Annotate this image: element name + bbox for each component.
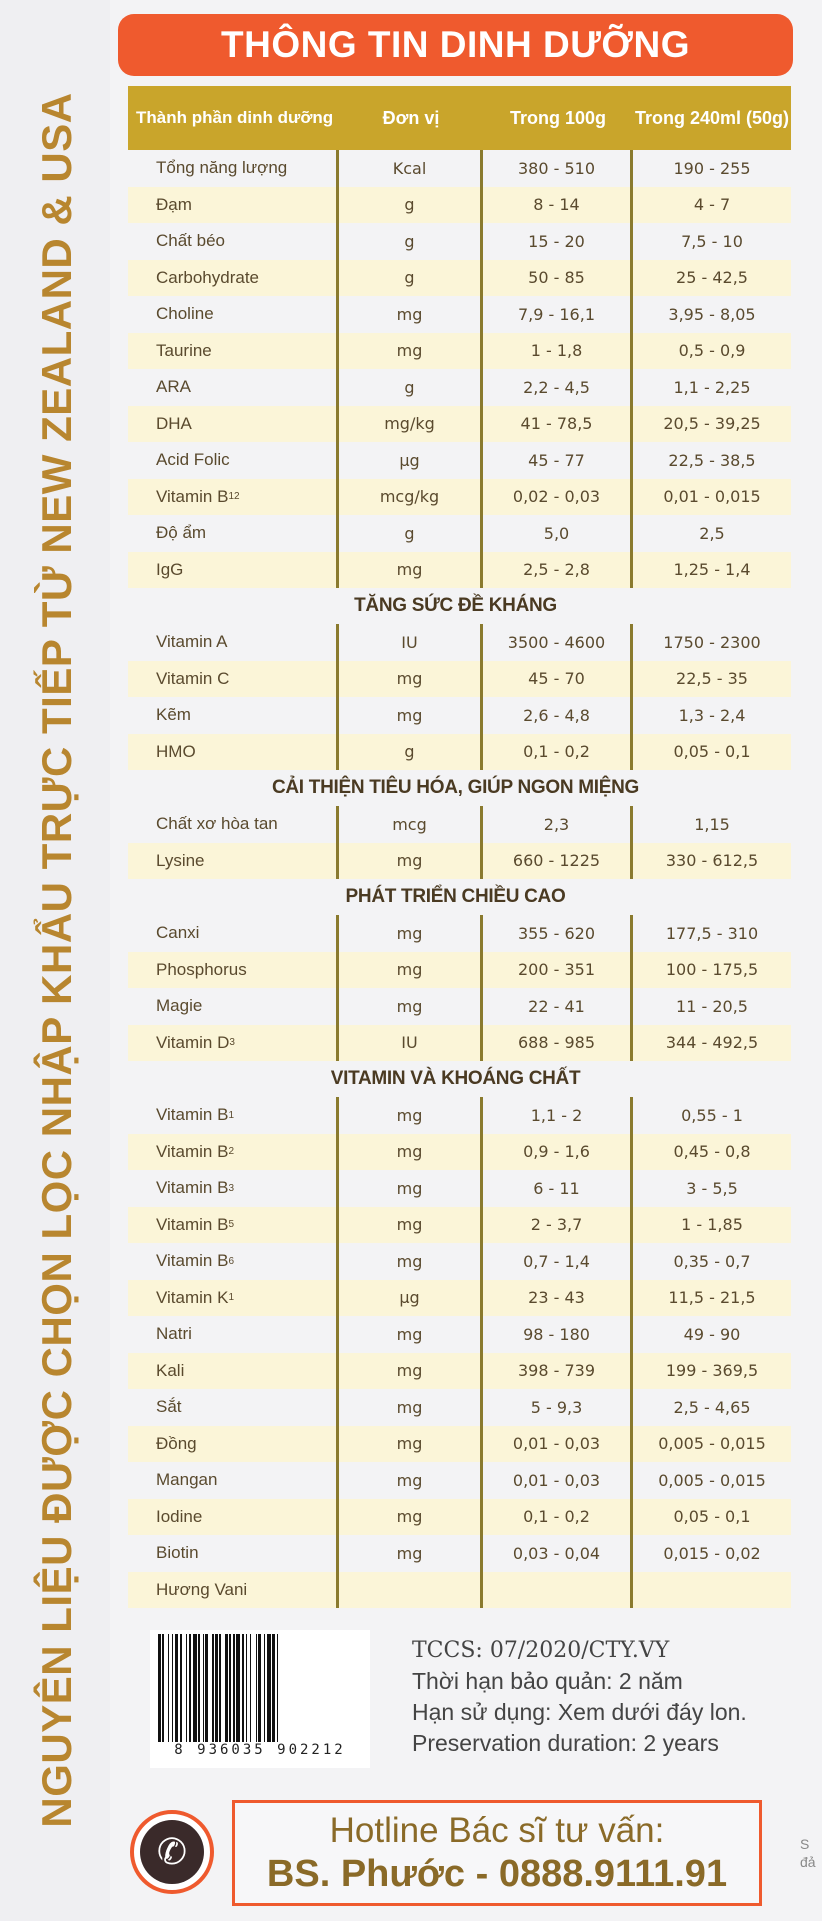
per-240ml-value: 100 - 175,5 (665, 960, 759, 980)
table-row (128, 442, 791, 479)
per-240ml-value: 1,15 (694, 814, 730, 834)
per-240ml-value: 344 - 492,5 (665, 1033, 759, 1053)
per-100g-value: 200 - 351 (483, 952, 633, 989)
unit-value: mg (339, 843, 483, 880)
nutrient-name (128, 624, 339, 661)
hotline-label: Hotline Bác sĩ tư vấn: (329, 1811, 665, 1850)
nutrient-label: DHA (156, 413, 192, 433)
nutrient-label: Chất béo (156, 231, 225, 251)
unit-value: mg (339, 1316, 483, 1353)
table-row (128, 1280, 791, 1317)
nutrient-label: Vitamin B (156, 1251, 229, 1271)
per-100g-value: 15 - 20 (483, 223, 633, 260)
corner-text (800, 1835, 816, 1871)
hotline-box (232, 1800, 762, 1906)
per-100g-value: 50 - 85 (483, 260, 633, 297)
table-row (128, 1389, 791, 1426)
unit-value: mg (339, 915, 483, 952)
nutrient-label: Lysine (156, 850, 205, 870)
per-100g-value: 8 - 14 (483, 187, 633, 224)
nutrient-name (128, 1535, 339, 1572)
nutrient-label: ARA (156, 377, 191, 397)
unit-value: Kcal (339, 150, 483, 187)
per-240ml-value: 0,5 - 0,9 (678, 341, 746, 361)
per-240ml-value: 2,5 - 4,65 (673, 1397, 751, 1417)
nutrient-name (128, 661, 339, 698)
nutrient-label: Vitamin B (156, 486, 229, 506)
section-rows (128, 1097, 791, 1608)
unit-value: g (339, 223, 483, 260)
nutrient-name (128, 1462, 339, 1499)
expiry-note: Hạn sử dụng: Xem dưới đáy lon. (412, 1699, 747, 1725)
section-title: CẢI THIỆN TIÊU HÓA, GIÚP NGON MIỆNG (271, 777, 640, 798)
nutrition-panel (118, 14, 793, 1608)
nutrient-subscript: 3 (229, 1037, 235, 1049)
per-240ml-value: 0,45 - 0,8 (673, 1142, 751, 1162)
tccs-code: TCCS: 07/2020/CTY.VY (412, 1638, 670, 1663)
table-row (128, 479, 791, 516)
unit-value: µg (339, 442, 483, 479)
unit-value: mg (339, 1207, 483, 1244)
nutrient-name (128, 515, 339, 552)
nutrient-label: Biotin (156, 1543, 199, 1563)
table-row (128, 734, 791, 771)
table-row (128, 624, 791, 661)
per-100g-value: 0,01 - 0,03 (483, 1426, 633, 1463)
hotline (130, 1800, 790, 1910)
per-240ml-value: 190 - 255 (673, 158, 751, 178)
per-240ml-value: 22,5 - 38,5 (668, 450, 756, 470)
header-unit: Đơn vị (382, 108, 440, 128)
unit-value: mg (339, 296, 483, 333)
nutrient-label: Iodine (156, 1506, 203, 1526)
per-100g-value: 41 - 78,5 (483, 406, 633, 443)
section-rows (128, 806, 791, 879)
table-row (128, 661, 791, 698)
nutrient-name (128, 260, 339, 297)
per-240ml-value: 3,95 - 8,05 (668, 304, 756, 324)
nutrient-label: HMO (156, 741, 196, 761)
table-header (128, 86, 791, 150)
nutrient-name (128, 333, 339, 370)
per-240ml-value: 25 - 42,5 (676, 268, 748, 288)
per-240ml-value: 0,015 - 0,02 (663, 1543, 761, 1563)
unit-value: mg (339, 552, 483, 589)
unit-value: µg (339, 1280, 483, 1317)
nutrient-name (128, 843, 339, 880)
unit-value: mg (339, 988, 483, 1025)
nutrient-label: Taurine (156, 340, 212, 360)
nutrient-name (128, 1170, 339, 1207)
per-240ml-value: 1 - 1,85 (681, 1215, 743, 1235)
section-title: PHÁT TRIỂN CHIỀU CAO (345, 886, 566, 907)
nutrient-label: Sắt (156, 1397, 182, 1417)
unit-value: mg (339, 661, 483, 698)
per-240ml-value: 7,5 - 10 (681, 231, 743, 251)
section-rows (128, 150, 791, 588)
nutrient-subscript: 12 (228, 491, 240, 503)
barcode (150, 1630, 370, 1768)
nutrient-name (128, 406, 339, 443)
side-banner-text: NGUYÊN LIỆU ĐƯỢC CHỌN LỌC NHẬP KHẨU TRỰC TIẾP TỪ NEW ZEALAND & USA (33, 92, 80, 1828)
nutrient-subscript: 6 (228, 1255, 235, 1267)
per-100g-value: 2,2 - 4,5 (483, 369, 633, 406)
nutrient-name (128, 1134, 339, 1171)
table-row (128, 843, 791, 880)
unit-value: mg (339, 1462, 483, 1499)
nutrient-name (128, 442, 339, 479)
table-row (128, 806, 791, 843)
per-100g-value: 98 - 180 (483, 1316, 633, 1353)
per-240ml-value: 0,35 - 0,7 (673, 1251, 751, 1271)
per-240ml-value: 49 - 90 (683, 1324, 741, 1344)
per-100g-value: 7,9 - 16,1 (483, 296, 633, 333)
nutrient-name (128, 1499, 339, 1536)
per-100g-value: 45 - 70 (483, 661, 633, 698)
nutrient-name (128, 1389, 339, 1426)
barcode-bar (278, 1634, 281, 1742)
per-240ml-value: 1,1 - 2,25 (673, 377, 751, 397)
per-100g-value: 380 - 510 (483, 150, 633, 187)
per-240ml-value: 20,5 - 39,25 (663, 414, 761, 434)
nutrient-name (128, 952, 339, 989)
nutrient-label: Choline (156, 304, 214, 324)
unit-value: mg (339, 1170, 483, 1207)
table-row (128, 150, 791, 187)
per-240ml-value: 1,3 - 2,4 (678, 705, 746, 725)
per-240ml-value: 3 - 5,5 (686, 1178, 738, 1198)
nutrient-name (128, 1426, 339, 1463)
table-row (128, 187, 791, 224)
unit-value (339, 1572, 483, 1609)
header-per-240ml: Trong 240ml (50g) (634, 108, 790, 128)
nutrient-name (128, 296, 339, 333)
table-row (128, 296, 791, 333)
per-100g-value: 5,0 (483, 515, 633, 552)
nutrient-label: Vitamin A (156, 632, 228, 652)
unit-value: g (339, 734, 483, 771)
nutrient-name (128, 1207, 339, 1244)
nutrient-label: Phosphorus (156, 959, 247, 979)
nutrient-label: Vitamin B (156, 1105, 229, 1125)
product-info (412, 1635, 812, 1759)
hotline-contact[interactable]: BS. Phước - 0888.9111.91 (266, 1853, 728, 1895)
per-100g-value: 355 - 620 (483, 915, 633, 952)
phone-icon: ✆ (140, 1820, 204, 1884)
nutrient-name (128, 150, 339, 187)
table-row (128, 952, 791, 989)
nutrient-label: Acid Folic (156, 450, 230, 470)
nutrient-label: Đồng (156, 1433, 197, 1453)
per-100g-value: 0,03 - 0,04 (483, 1535, 633, 1572)
per-100g-value: 22 - 41 (483, 988, 633, 1025)
unit-value: mg (339, 333, 483, 370)
per-100g-value: 2,3 (483, 806, 633, 843)
page-title: THÔNG TIN DINH DƯỠNG (118, 14, 793, 76)
nutrient-label: Độ ẩm (156, 523, 207, 543)
table-row (128, 406, 791, 443)
unit-value: g (339, 369, 483, 406)
unit-value: IU (339, 624, 483, 661)
nutrient-label: Vitamin B (156, 1178, 229, 1198)
per-240ml-value: 330 - 612,5 (665, 851, 759, 871)
per-100g-value: 2,6 - 4,8 (483, 697, 633, 734)
nutrient-label: Magie (156, 996, 203, 1016)
corner-line: S (800, 1836, 810, 1852)
unit-value: mg (339, 1535, 483, 1572)
table-row (128, 697, 791, 734)
nutrient-subscript: 1 (228, 1109, 235, 1121)
table-row (128, 1462, 791, 1499)
per-100g-value: 0,1 - 0,2 (483, 1499, 633, 1536)
table-row (128, 1243, 791, 1280)
table-row (128, 369, 791, 406)
nutrition-table (118, 150, 793, 1608)
per-100g-value: 0,01 - 0,03 (483, 1462, 633, 1499)
per-240ml-value: 11 - 20,5 (676, 996, 748, 1016)
per-100g-value: 0,9 - 1,6 (483, 1134, 633, 1171)
nutrient-name (128, 915, 339, 952)
table-row (128, 1025, 791, 1062)
nutrient-label: Natri (156, 1324, 192, 1344)
nutrient-name (128, 223, 339, 260)
table-row (128, 1097, 791, 1134)
unit-value: mg (339, 1097, 483, 1134)
nutrient-label: Vitamin B (156, 1141, 229, 1161)
per-100g-value: 3500 - 4600 (483, 624, 633, 661)
nutrient-name (128, 988, 339, 1025)
nutrient-name (128, 1316, 339, 1353)
nutrient-label: Kẽm (156, 705, 191, 725)
preservation-note: Preservation duration: 2 years (412, 1730, 719, 1756)
per-240ml-value: 1750 - 2300 (663, 632, 761, 652)
per-100g-value: 1 - 1,8 (483, 333, 633, 370)
side-banner (0, 0, 110, 1921)
table-row (128, 915, 791, 952)
table-row (128, 1207, 791, 1244)
nutrient-name (128, 552, 339, 589)
table-row (128, 1572, 791, 1609)
nutrient-subscript: 1 (228, 1292, 235, 1304)
per-240ml-value: 0,05 - 0,1 (673, 1507, 751, 1527)
nutrient-name (128, 1280, 339, 1317)
nutrient-label: Carbohydrate (156, 267, 260, 287)
nutrient-name (128, 1025, 339, 1062)
per-100g-value (483, 1572, 633, 1609)
header-per-100g: Trong 100g (509, 108, 607, 128)
nutrient-name (128, 1572, 339, 1609)
unit-value: g (339, 515, 483, 552)
per-100g-value: 688 - 985 (483, 1025, 633, 1062)
per-100g-value: 2,5 - 2,8 (483, 552, 633, 589)
unit-value: g (339, 260, 483, 297)
nutrient-name (128, 806, 339, 843)
nutrient-name (128, 1243, 339, 1280)
nutrient-label: Canxi (156, 923, 200, 943)
nutrient-label: Vitamin K (156, 1287, 229, 1307)
unit-value: mg (339, 1353, 483, 1390)
nutrient-name (128, 479, 339, 516)
table-row (128, 223, 791, 260)
per-240ml-value: 0,01 - 0,015 (663, 487, 761, 507)
unit-value: mcg/kg (339, 479, 483, 516)
unit-value: g (339, 187, 483, 224)
per-100g-value: 398 - 739 (483, 1353, 633, 1390)
table-row (128, 1170, 791, 1207)
nutrient-name (128, 1097, 339, 1134)
per-240ml-value: 0,005 - 0,015 (658, 1470, 766, 1490)
unit-value: IU (339, 1025, 483, 1062)
nutrient-label: Hương Vani (156, 1579, 248, 1599)
per-240ml-value: 4 - 7 (693, 195, 731, 215)
nutrient-name (128, 734, 339, 771)
unit-value: mg (339, 1426, 483, 1463)
section-rows (128, 915, 791, 1061)
unit-value: mg (339, 1499, 483, 1536)
nutrient-label: Vitamin B (156, 1214, 229, 1234)
section-title: TĂNG SỨC ĐỀ KHÁNG (354, 595, 557, 616)
unit-value: mg (339, 1134, 483, 1171)
phone-button[interactable] (130, 1810, 214, 1894)
table-row (128, 1316, 791, 1353)
nutrient-label: Kali (156, 1360, 185, 1380)
unit-value: mcg (339, 806, 483, 843)
per-240ml-value: 0,55 - 1 (681, 1105, 743, 1125)
unit-value: mg (339, 1389, 483, 1426)
table-row (128, 1134, 791, 1171)
per-240ml-value: 22,5 - 35 (676, 669, 748, 689)
per-240ml-value: 11,5 - 21,5 (668, 1288, 756, 1308)
corner-line: đả (800, 1854, 816, 1870)
per-100g-value: 0,1 - 0,2 (483, 734, 633, 771)
nutrient-subscript: 2 (228, 1146, 235, 1158)
per-100g-value: 1,1 - 2 (483, 1097, 633, 1134)
nutrient-label: Mangan (156, 1470, 218, 1490)
table-row (128, 515, 791, 552)
nutrient-label: Chất xơ hòa tan (156, 814, 278, 834)
per-100g-value: 45 - 77 (483, 442, 633, 479)
per-240ml-value: 177,5 - 310 (665, 923, 759, 943)
nutrient-subscript: 3 (228, 1182, 235, 1194)
per-240ml-value (633, 1572, 791, 1609)
nutrient-subscript: 5 (228, 1219, 235, 1231)
table-row (128, 1426, 791, 1463)
per-240ml-value: 2,5 (699, 523, 725, 543)
table-row (128, 552, 791, 589)
per-240ml-value: 1,25 - 1,4 (673, 560, 751, 580)
per-100g-value: 23 - 43 (483, 1280, 633, 1317)
table-row (128, 1353, 791, 1390)
per-100g-value: 0,7 - 1,4 (483, 1243, 633, 1280)
nutrient-label: Đạm (156, 194, 192, 214)
section-rows (128, 624, 791, 770)
unit-value: mg (339, 952, 483, 989)
nutrient-name (128, 1353, 339, 1390)
per-240ml-value: 0,05 - 0,1 (673, 742, 751, 762)
per-240ml-value: 199 - 369,5 (665, 1361, 759, 1381)
barcode-number: 8 936035 902212 (174, 1742, 346, 1758)
table-row (128, 1499, 791, 1536)
table-row (128, 1535, 791, 1572)
per-100g-value: 6 - 11 (483, 1170, 633, 1207)
nutrient-name (128, 187, 339, 224)
package-info (150, 1630, 800, 1770)
nutrient-label: Tổng năng lượng (156, 158, 288, 178)
nutrient-label: IgG (156, 559, 184, 579)
per-100g-value: 660 - 1225 (483, 843, 633, 880)
shelf-life: Thời hạn bảo quản: 2 năm (412, 1668, 683, 1694)
table-row (128, 333, 791, 370)
per-100g-value: 5 - 9,3 (483, 1389, 633, 1426)
table-row (128, 260, 791, 297)
per-240ml-value: 0,005 - 0,015 (658, 1434, 766, 1454)
nutrient-name (128, 369, 339, 406)
section-title: VITAMIN VÀ KHOÁNG CHẤT (330, 1068, 581, 1089)
nutrient-label: Vitamin C (156, 668, 230, 688)
header-nutrient: Thành phần dinh dưỡng (136, 108, 334, 127)
table-row (128, 988, 791, 1025)
nutrient-name (128, 697, 339, 734)
unit-value: mg (339, 1243, 483, 1280)
nutrient-label: Vitamin D (156, 1032, 230, 1052)
per-100g-value: 0,02 - 0,03 (483, 479, 633, 516)
unit-value: mg (339, 697, 483, 734)
per-100g-value: 2 - 3,7 (483, 1207, 633, 1244)
barcode-bars (158, 1634, 363, 1742)
unit-value: mg/kg (339, 406, 483, 443)
